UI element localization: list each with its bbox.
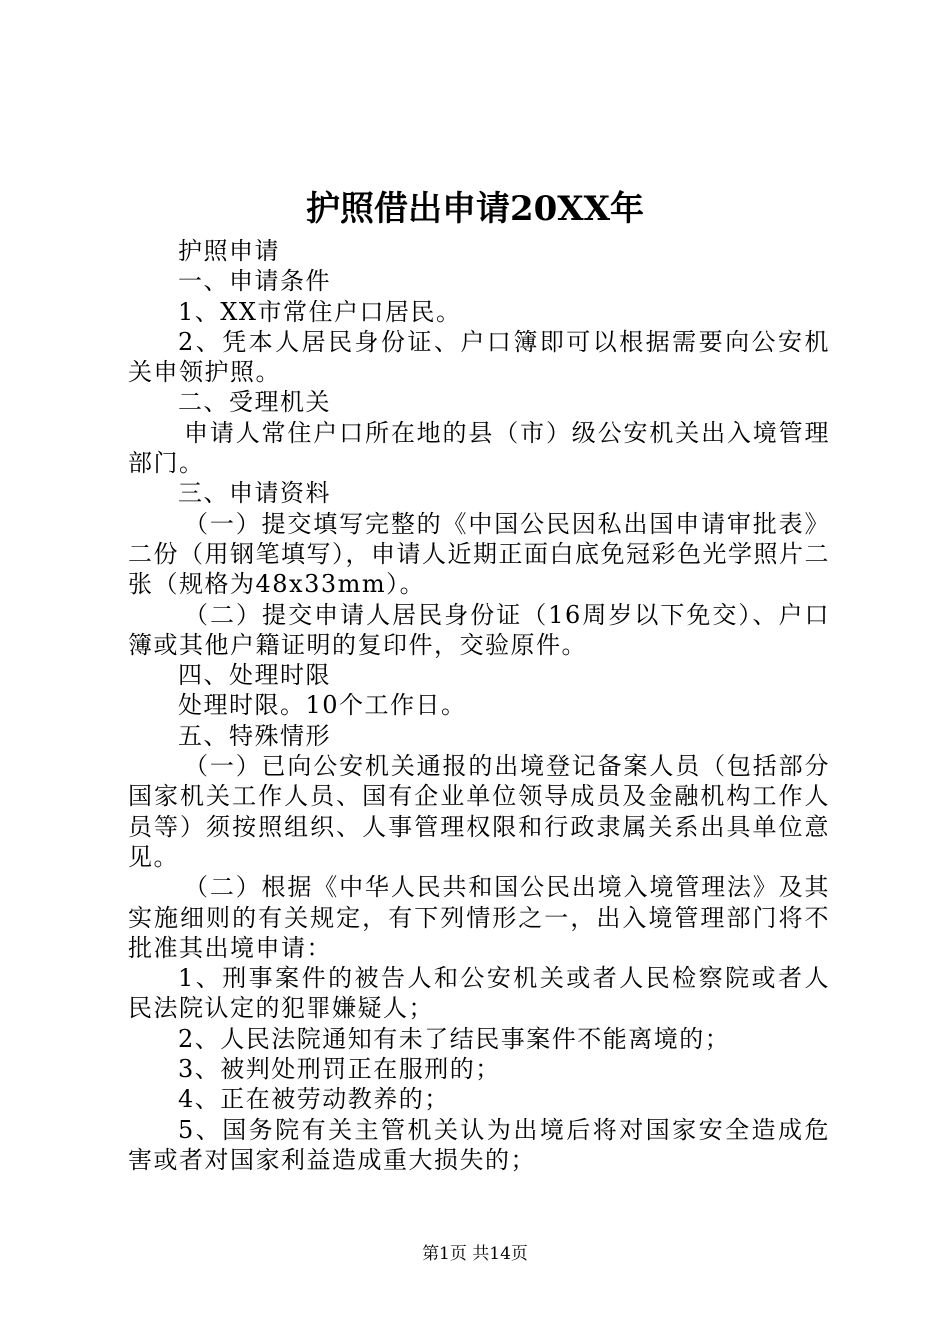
section-heading: 三、申请资料 [178, 479, 331, 508]
page-footer: 第1页 共14页 [422, 1244, 528, 1264]
list-item: 1、刑事案件的被告人和公安机关或者人民检察院或者人民法院认定的犯罪嫌疑人； [128, 964, 830, 1023]
paragraph: （一）已向公安机关通报的出境登记备案人员（包括部分国家机关工作人员、国有企业单位领导成员及金融机构工作人员等）须按照组织、人事管理权限和行政隶属关系出具单位意见。 [128, 752, 830, 871]
section-heading: 二、受理机关 [178, 388, 331, 417]
section-heading: 一、申请条件 [178, 267, 331, 296]
paragraph: 处理时限。10个工作日。 [178, 691, 467, 720]
document-body [128, 236, 830, 1175]
section-heading: 四、处理时限 [178, 661, 331, 690]
document-title: 护照借出申请20XX年 [305, 189, 645, 229]
section-heading: 五、特殊情形 [178, 721, 331, 750]
list-item: 2、人民法院通知有未了结民事案件不能离境的； [178, 1024, 731, 1053]
list-item: 5、国务院有关主管机关认为出境后将对国家安全造成危害或者对国家利益造成重大损失的； [128, 1115, 830, 1174]
paragraph: （二）提交申请人居民身份证（16周岁以下免交）、户口簿或其他户籍证明的复印件，交验原件。 [128, 600, 830, 659]
paragraph: 申请人常住户口所在地的县（市）级公安机关出入境管理部门。 [128, 418, 830, 478]
paragraph: （一）提交填写完整的《中国公民因私出国申请审批表》二份（用钢笔填写），申请人近期正面白底免冠彩色光学照片二张（规格为48x33mm）。 [128, 509, 830, 599]
paragraph: （二）根据《中华人民共和国公民出境入境管理法》及其实施细则的有关规定，有下列情形之一，出入境管理部门将不批准其出境申请： [128, 873, 830, 962]
paragraph: 2、凭本人居民身份证、户口簿即可以根据需要向公安机关申领护照。 [128, 327, 830, 387]
paragraph: 护照申请 [178, 237, 280, 265]
list-item: 3、被判处刑罚正在服刑的； [178, 1055, 501, 1084]
paragraph: 1、XX市常住户口居民。 [178, 297, 462, 326]
list-item: 4、正在被劳动教养的； [178, 1085, 450, 1114]
